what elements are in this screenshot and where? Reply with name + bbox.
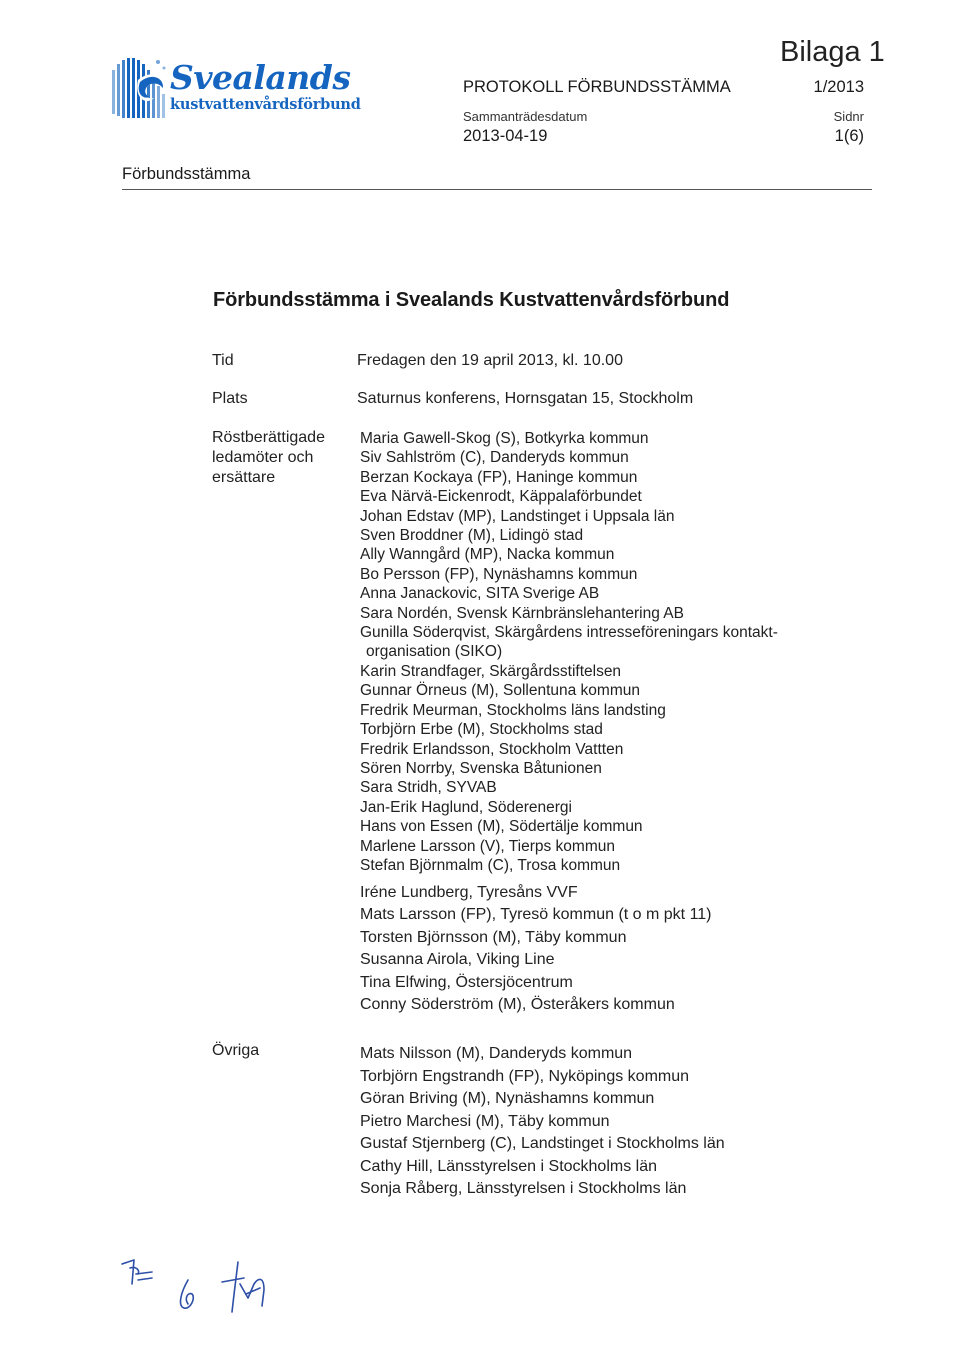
list-item: Ally Wanngård (MP), Nacka kommun bbox=[360, 546, 615, 564]
rostberattigade-label-line1: Röstberättigade bbox=[212, 429, 325, 446]
list-item: Gustaf Stjernberg (C), Landstinget i Stockholms län bbox=[360, 1135, 725, 1152]
list-item: Fredrik Erlandsson, Stockholm Vattten bbox=[360, 740, 624, 758]
logo-subtitle: kustvattenvårdsförbund bbox=[170, 96, 361, 113]
list-item: Torbjörn Engstrandh (FP), Nyköpings kommun bbox=[360, 1067, 690, 1085]
document-number: 1/2013 bbox=[813, 78, 864, 96]
list-item: Sara Nordén, Svensk Kärnbränslehantering AB bbox=[360, 604, 684, 622]
page-number: 1(6) bbox=[834, 127, 864, 145]
list-item: Anna Janackovic, SITA Sverige AB bbox=[360, 585, 600, 603]
tid-label: Tid bbox=[212, 352, 234, 369]
ovriga-list bbox=[360, 1043, 725, 1201]
list-item: Berzan Kockaya (FP), Haninge kommun bbox=[360, 468, 638, 486]
tid-value: Fredagen den 19 april 2013, kl. 10.00 bbox=[357, 352, 623, 369]
list-item: Cathy Hill, Länsstyrelsen i Stockholms län bbox=[360, 1157, 658, 1175]
list-item: Göran Briving (M), Nynäshamns kommun bbox=[360, 1090, 655, 1107]
meeting-date: 2013-04-19 bbox=[463, 127, 548, 145]
svealands-wave-logo-icon bbox=[108, 50, 172, 140]
rostberattigade-list-continued bbox=[360, 882, 712, 1016]
list-item: Conny Söderström (M), Österåkers kommun bbox=[360, 996, 675, 1014]
list-item: Susanna Airola, Viking Line bbox=[360, 951, 555, 969]
plats-value: Saturnus konferens, Hornsgatan 15, Stockholm bbox=[357, 390, 694, 407]
section-name: Förbundsstämma bbox=[122, 165, 251, 183]
list-item: Hans von Essen (M), Södertälje kommun bbox=[360, 818, 643, 836]
list-item: Sara Stridh, SYVAB bbox=[360, 779, 497, 797]
list-item: Mats Larsson (FP), Tyresö kommun (t o m pkt 11) bbox=[360, 906, 712, 924]
list-item: Sören Norrby, Svenska Båtunionen bbox=[360, 759, 602, 777]
list-item: Gunilla Söderqvist, Skärgårdens intresseföreningars kontakt- bbox=[360, 624, 778, 642]
ovriga-label: Övriga bbox=[212, 1042, 260, 1059]
list-item: Bo Persson (FP), Nynäshamns kommun bbox=[360, 565, 638, 583]
list-item: Torbjörn Erbe (M), Stockholms stad bbox=[360, 721, 603, 739]
list-item: Stefan Björnmalm (C), Trosa kommun bbox=[360, 856, 621, 874]
list-item: Siv Sahlström (C), Danderyds kommun bbox=[360, 449, 629, 467]
list-item: Gunnar Örneus (M), Sollentuna kommun bbox=[360, 682, 640, 700]
list-item: Tina Elfwing, Östersjöcentrum bbox=[360, 973, 573, 991]
page-title: Förbundsstämma i Svealands Kustvattenvårdsförbund bbox=[213, 289, 730, 311]
page-label: Sidnr bbox=[833, 109, 864, 124]
list-item: Sonja Råberg, Länsstyrelsen i Stockholms län bbox=[360, 1180, 687, 1197]
list-item: Pietro Marchesi (M), Täby kommun bbox=[360, 1112, 610, 1130]
meeting-date-label: Sammanträdesdatum bbox=[463, 109, 588, 124]
list-item: Sven Broddner (M), Lidingö stad bbox=[360, 527, 584, 545]
list-item: Marlene Larsson (V), Tierps kommun bbox=[360, 837, 615, 855]
list-item: Eva Närvä-Eickenrodt, Käppalaförbundet bbox=[360, 488, 642, 506]
handwritten-initials-signature bbox=[118, 1254, 288, 1329]
list-item: Karin Strandfager, Skärgårdsstiftelsen bbox=[360, 662, 622, 680]
document-type: PROTOKOLL FÖRBUNDSSTÄMMA bbox=[463, 78, 731, 96]
list-item: Johan Edstav (MP), Landstinget i Uppsala län bbox=[360, 507, 675, 525]
list-item: organisation (SIKO) bbox=[366, 643, 503, 661]
rostberattigade-label-line2: ledamöter och bbox=[212, 449, 314, 466]
bilaga-label: Bilaga 1 bbox=[780, 36, 885, 68]
list-item: Jan-Erik Haglund, Söderenergi bbox=[360, 798, 572, 816]
list-item: Iréne Lundberg, Tyresåns VVF bbox=[360, 884, 578, 901]
logo-name: Svealands bbox=[170, 58, 351, 97]
plats-label: Plats bbox=[212, 390, 248, 407]
list-item: Torsten Björnsson (M), Täby kommun bbox=[360, 928, 627, 946]
header-divider bbox=[122, 189, 872, 190]
list-item: Fredrik Meurman, Stockholms läns landsting bbox=[360, 701, 666, 719]
rostberattigade-label-line3: ersättare bbox=[212, 469, 276, 486]
list-item: Mats Nilsson (M), Danderyds kommun bbox=[360, 1045, 633, 1062]
list-item: Maria Gawell-Skog (S), Botkyrka kommun bbox=[360, 430, 649, 447]
rostberattigade-list bbox=[360, 429, 778, 875]
